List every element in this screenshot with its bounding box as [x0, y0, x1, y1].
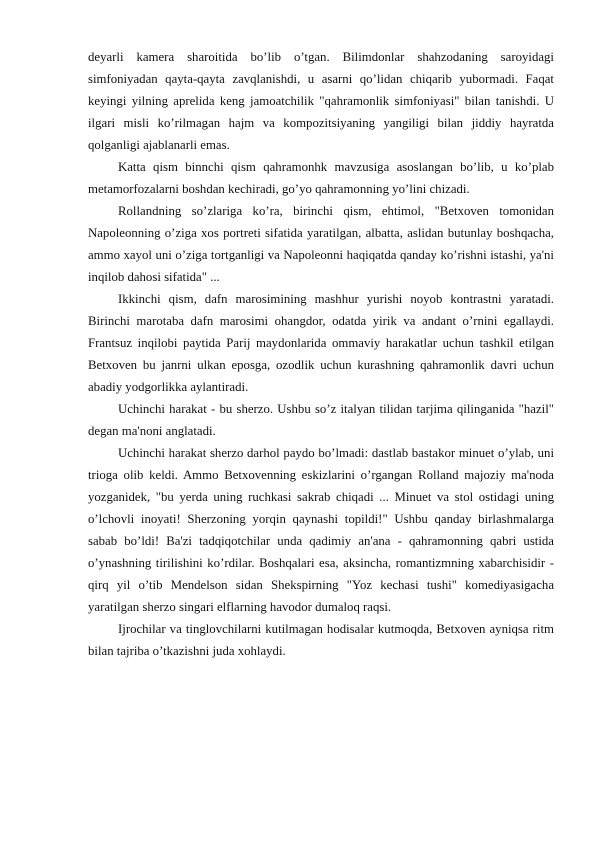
- paragraph: Uchinchi harakat - bu sherzo. Ushbu so’z italyan tilidan tarjima qilinganida "hazil" degan ma'noni anglatadi.: [88, 402, 554, 438]
- paragraph: Ijrochilar va tinglovchilarni kutilmagan hodisalar kutmoqda, Betxoven ayniqsa ritm bilan tajriba o’tkazishni juda xohlaydi.: [88, 622, 554, 658]
- paragraph: Rollandning so’zlariga ko’ra, birinchi qism, ehtimol, "Betxoven tomonidan Napoleonning o’ziga xos portreti sifatida yaratilgan, albatta, aslidan butunlay boshqacha, ammo xayol uni o’ziga tortganligi va Napoleonni haqiqatda qanday ko’rishni istashi, ya'ni inqilob dahosi sifatida" ...: [88, 204, 554, 284]
- paragraph: Katta qism binnchi qism qahramonhk mavzusiga asoslangan bo’lib, u ko’plab metamorfozalarni boshdan kechiradi, go’yo qahramonning yo’lini chizadi.: [88, 160, 554, 196]
- paragraph: Ikkinchi qism, dafn marosimining mashhur yurishi noyob kontrastni yaratadi. Birinchi marotaba dafn marosimi ohangdor, odatda yirik va andant o’rnini egallaydi. Frantsuz inqilobi paytida Parij maydonlarida ommaviy harakatlar uchun tashkil etilgan Betxoven bu janrni ulkan eposga, ozodlik uchun kurashning qahramonlik davri uchun abadiy yodgorlikka aylantiradi.: [88, 292, 554, 394]
- paragraph: Uchinchi harakat sherzo darhol paydo bo’lmadi: dastlab bastakor minuet o’ylab, uni trioga olib keldi. Ammo Betxovenning eskizlarini o’rgangan Rolland majoziy ma'noda yozganidek, "bu yerda uning ruchkasi sakrab chiqadi ... Minuet va stol ostidagi uning o’lchovli inoyati! Sherzoning yorqin qaynashi topildi!" Ushbu qanday birlashmalarga sabab bo’ldi! Ba'zi tadqiqotchilar unda qadimiy an'ana - qahramonning qabri ustida o’ynashning tirilishini ko’rdilar. Boshqalari esa, aksincha, romantizmning xabarchisidir - qirq yil o’tib Mendelson sidan Shekspirning "Yoz kechasi tushi" komediyasigacha yaratilgan sherzo singari elflarning havodor dumaloq raqsi.: [88, 446, 554, 614]
- body-text: [88, 46, 554, 662]
- paragraph-continuation: deyarli kamera sharoitida bo’lib o’tgan. Bilimdonlar shahzodaning saroyidagi simfoniyadan qayta-qayta zavqlanishdi, u asarni qo’lidan chiqarib yubormadi. Faqat keyingi yilning aprelida keng jamoatchilik "qahramonlik simfoniyasi" bilan tanishdi. U ilgari misli ko’rilmagan hajm va kompozitsiyaning yangiligi bilan jiddiy hayratda qolganligi ajablanarli emas.: [88, 50, 554, 152]
